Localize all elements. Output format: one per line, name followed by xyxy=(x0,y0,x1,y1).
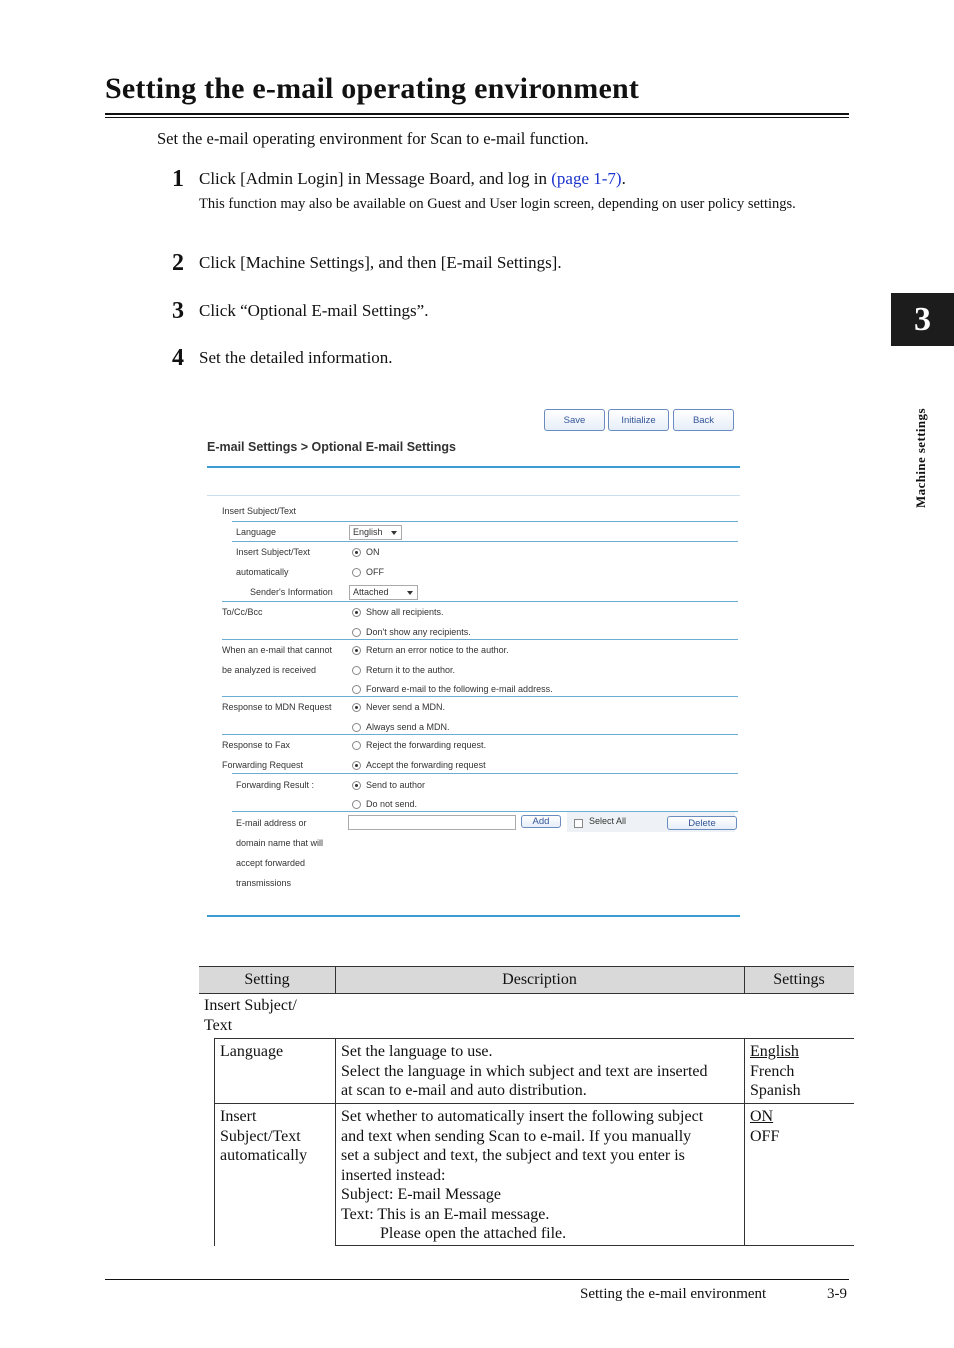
insert-subject-group-label: Insert Subject/Text xyxy=(222,506,297,516)
description-line: and text when sending Scan to e-mail. If you manually xyxy=(341,1127,692,1145)
mdn-opt1: Never send a MDN. xyxy=(366,702,446,712)
addr-label-3: accept forwarded xyxy=(236,858,306,868)
footer-bar xyxy=(207,915,740,917)
description-line: Please open the attached file. xyxy=(380,1225,567,1242)
addr-label-2: domain name that will xyxy=(236,838,324,848)
fax-label: Response to Fax xyxy=(222,740,291,750)
language-select[interactable] xyxy=(349,525,402,540)
group-label-line1: Insert Subject/ xyxy=(204,997,297,1014)
step-text-2: Click [Machine Settings], and then [E-mail Settings]. xyxy=(199,253,562,272)
divider xyxy=(214,1103,854,1104)
fwd-nosend-radio[interactable] xyxy=(352,800,361,809)
fwd-opt1: Send to author xyxy=(366,780,426,790)
page-title: Setting the e-mail operating environment xyxy=(105,72,640,105)
off-radio[interactable] xyxy=(352,568,361,577)
step-number-1: 1 xyxy=(172,166,184,192)
addr-label-4: transmissions xyxy=(236,878,292,888)
description-line: Subject: E-mail Message xyxy=(341,1186,501,1203)
option-value: OFF xyxy=(750,1127,780,1145)
cannot-opt3: Forward e-mail to the following e-mail address. xyxy=(366,684,553,694)
fwd-send-radio[interactable] xyxy=(352,781,361,790)
select-all-label: Select All xyxy=(589,816,627,826)
addr-label: E-mail address or xyxy=(236,818,307,828)
email-address-input[interactable] xyxy=(348,815,516,830)
step-number-2: 2 xyxy=(172,250,184,276)
on-radio-label: ON xyxy=(366,547,380,557)
default-value: ON xyxy=(750,1108,774,1125)
language-label: Language xyxy=(236,527,277,537)
description-line: at scan to e-mail and auto distribution. xyxy=(341,1082,587,1099)
settings-screenshot xyxy=(200,400,745,925)
description-line: Select the language in which subject and text are inserted xyxy=(341,1062,708,1080)
row-settings xyxy=(750,1107,779,1146)
setting-name: automatically xyxy=(220,1147,308,1164)
divider xyxy=(222,696,738,697)
screenshot-heading: E-mail Settings > Optional E-mail Settings xyxy=(207,440,456,454)
chapter-tab: 3 xyxy=(891,293,954,346)
add-button[interactable]: Add xyxy=(521,815,561,828)
cannot-radio-3[interactable] xyxy=(352,685,361,694)
divider xyxy=(335,1245,854,1246)
delete-button[interactable]: Delete xyxy=(667,816,737,830)
footer-section: Setting the e-mail environment xyxy=(580,1286,767,1302)
mdn-opt2: Always send a MDN. xyxy=(366,722,450,732)
description-line: set a subject and text, the subject and text you enter is xyxy=(341,1147,685,1164)
divider xyxy=(232,773,738,774)
setting-name: Subject/Text xyxy=(220,1127,301,1145)
col-header-description: Description xyxy=(335,966,744,994)
sender-info-value: Attached xyxy=(353,587,389,597)
step-number-3: 3 xyxy=(172,298,184,324)
cannot-radio-2[interactable] xyxy=(352,666,361,675)
table-row xyxy=(220,1042,283,1062)
divider xyxy=(222,734,738,735)
intro-text: Set the e-mail operating environment for Scan to e-mail function. xyxy=(157,129,589,148)
table-row xyxy=(220,1107,307,1166)
row-description xyxy=(341,1107,703,1244)
chapter-label-text: Machine settings xyxy=(913,408,928,508)
off-radio-label: OFF xyxy=(366,567,384,577)
language-select-value: English xyxy=(353,527,383,537)
select-all-checkbox[interactable] xyxy=(574,819,583,828)
tocc-hide-radio[interactable] xyxy=(352,628,361,637)
step-1-text-after: . xyxy=(621,169,626,188)
save-button[interactable]: Save xyxy=(544,409,605,431)
description-line: Text: This is an E-mail message. xyxy=(341,1205,550,1223)
divider xyxy=(222,601,738,602)
fax-reject-radio[interactable] xyxy=(352,741,361,750)
cannot-label-2: be analyzed is received xyxy=(222,665,317,675)
description-line: Set whether to automatically insert the following subject xyxy=(341,1108,704,1125)
insert-auto-label-2: automatically xyxy=(236,567,289,577)
group-label xyxy=(204,996,297,1035)
fax-accept-radio[interactable] xyxy=(352,761,361,770)
divider xyxy=(222,639,738,640)
step-text-1 xyxy=(199,169,626,189)
step-1-note: This function may also be available on Guest and User login screen, depending on user policy settings. xyxy=(199,196,796,212)
divider xyxy=(207,495,740,496)
footer-rule xyxy=(105,1279,849,1280)
sender-info-select[interactable] xyxy=(349,585,418,600)
divider xyxy=(214,1038,215,1246)
description-line: Set the language to use. xyxy=(341,1043,493,1060)
on-radio[interactable] xyxy=(352,548,361,557)
row-description xyxy=(341,1042,708,1101)
cannot-opt1: Return an error notice to the author. xyxy=(366,645,509,655)
divider xyxy=(744,1038,745,1246)
tocc-opt1: Show all recipients. xyxy=(366,607,444,617)
step-text-4: Set the detailed information. xyxy=(199,348,393,367)
title-rule xyxy=(105,113,849,115)
page-number: 3-9 xyxy=(827,1286,847,1302)
option-value: French xyxy=(750,1062,795,1080)
col-header-setting: Setting xyxy=(199,966,335,994)
initialize-button[interactable]: Initialize xyxy=(608,409,669,431)
chapter-label xyxy=(913,358,937,508)
divider xyxy=(335,966,336,993)
divider xyxy=(214,1038,854,1039)
group-label-line2: Text xyxy=(204,1016,233,1034)
option-value: Spanish xyxy=(750,1082,801,1099)
mdn-label: Response to MDN Request xyxy=(222,702,332,712)
fax-opt1: Reject the forwarding request. xyxy=(366,740,487,750)
cannot-opt2: Return it to the author. xyxy=(366,665,456,675)
setting-name: Insert xyxy=(220,1108,257,1125)
page-link[interactable]: (page 1-7) xyxy=(551,169,622,188)
fax-label-2: Forwarding Request xyxy=(222,760,304,770)
cannot-radio-1[interactable] xyxy=(352,646,361,655)
divider xyxy=(232,521,738,522)
col-header-settings: Settings xyxy=(744,966,854,994)
tocc-opt2: Don't show any recipients. xyxy=(366,627,471,637)
divider xyxy=(232,541,738,542)
fwd-result-label: Forwarding Result : xyxy=(236,780,315,790)
row-settings xyxy=(750,1042,801,1101)
setting-name: Language xyxy=(220,1043,284,1060)
description-line: inserted instead: xyxy=(341,1166,446,1184)
tocc-show-radio[interactable] xyxy=(352,608,361,617)
chevron-down-icon xyxy=(407,591,413,595)
chevron-down-icon xyxy=(391,531,397,535)
cannot-label: When an e-mail that cannot xyxy=(222,645,333,655)
default-value: English xyxy=(750,1043,799,1060)
step-1-text-before: Click [Admin Login] in Message Board, and log in xyxy=(199,169,552,188)
fwd-opt2: Do not send. xyxy=(366,799,418,809)
sender-info-label: Sender's Information xyxy=(250,587,333,597)
back-button[interactable]: Back xyxy=(673,409,734,431)
heading-bar xyxy=(207,466,740,468)
mdn-never-radio[interactable] xyxy=(352,703,361,712)
divider xyxy=(335,1038,336,1246)
step-text-3: Click “Optional E-mail Settings”. xyxy=(199,301,429,320)
mdn-always-radio[interactable] xyxy=(352,723,361,732)
title-rule-thin xyxy=(105,117,849,118)
insert-auto-label: Insert Subject/Text xyxy=(236,547,311,557)
divider xyxy=(744,966,745,993)
tocc-label: To/Cc/Bcc xyxy=(222,607,263,617)
fax-opt2: Accept the forwarding request xyxy=(366,760,486,770)
step-number-4: 4 xyxy=(172,345,184,371)
